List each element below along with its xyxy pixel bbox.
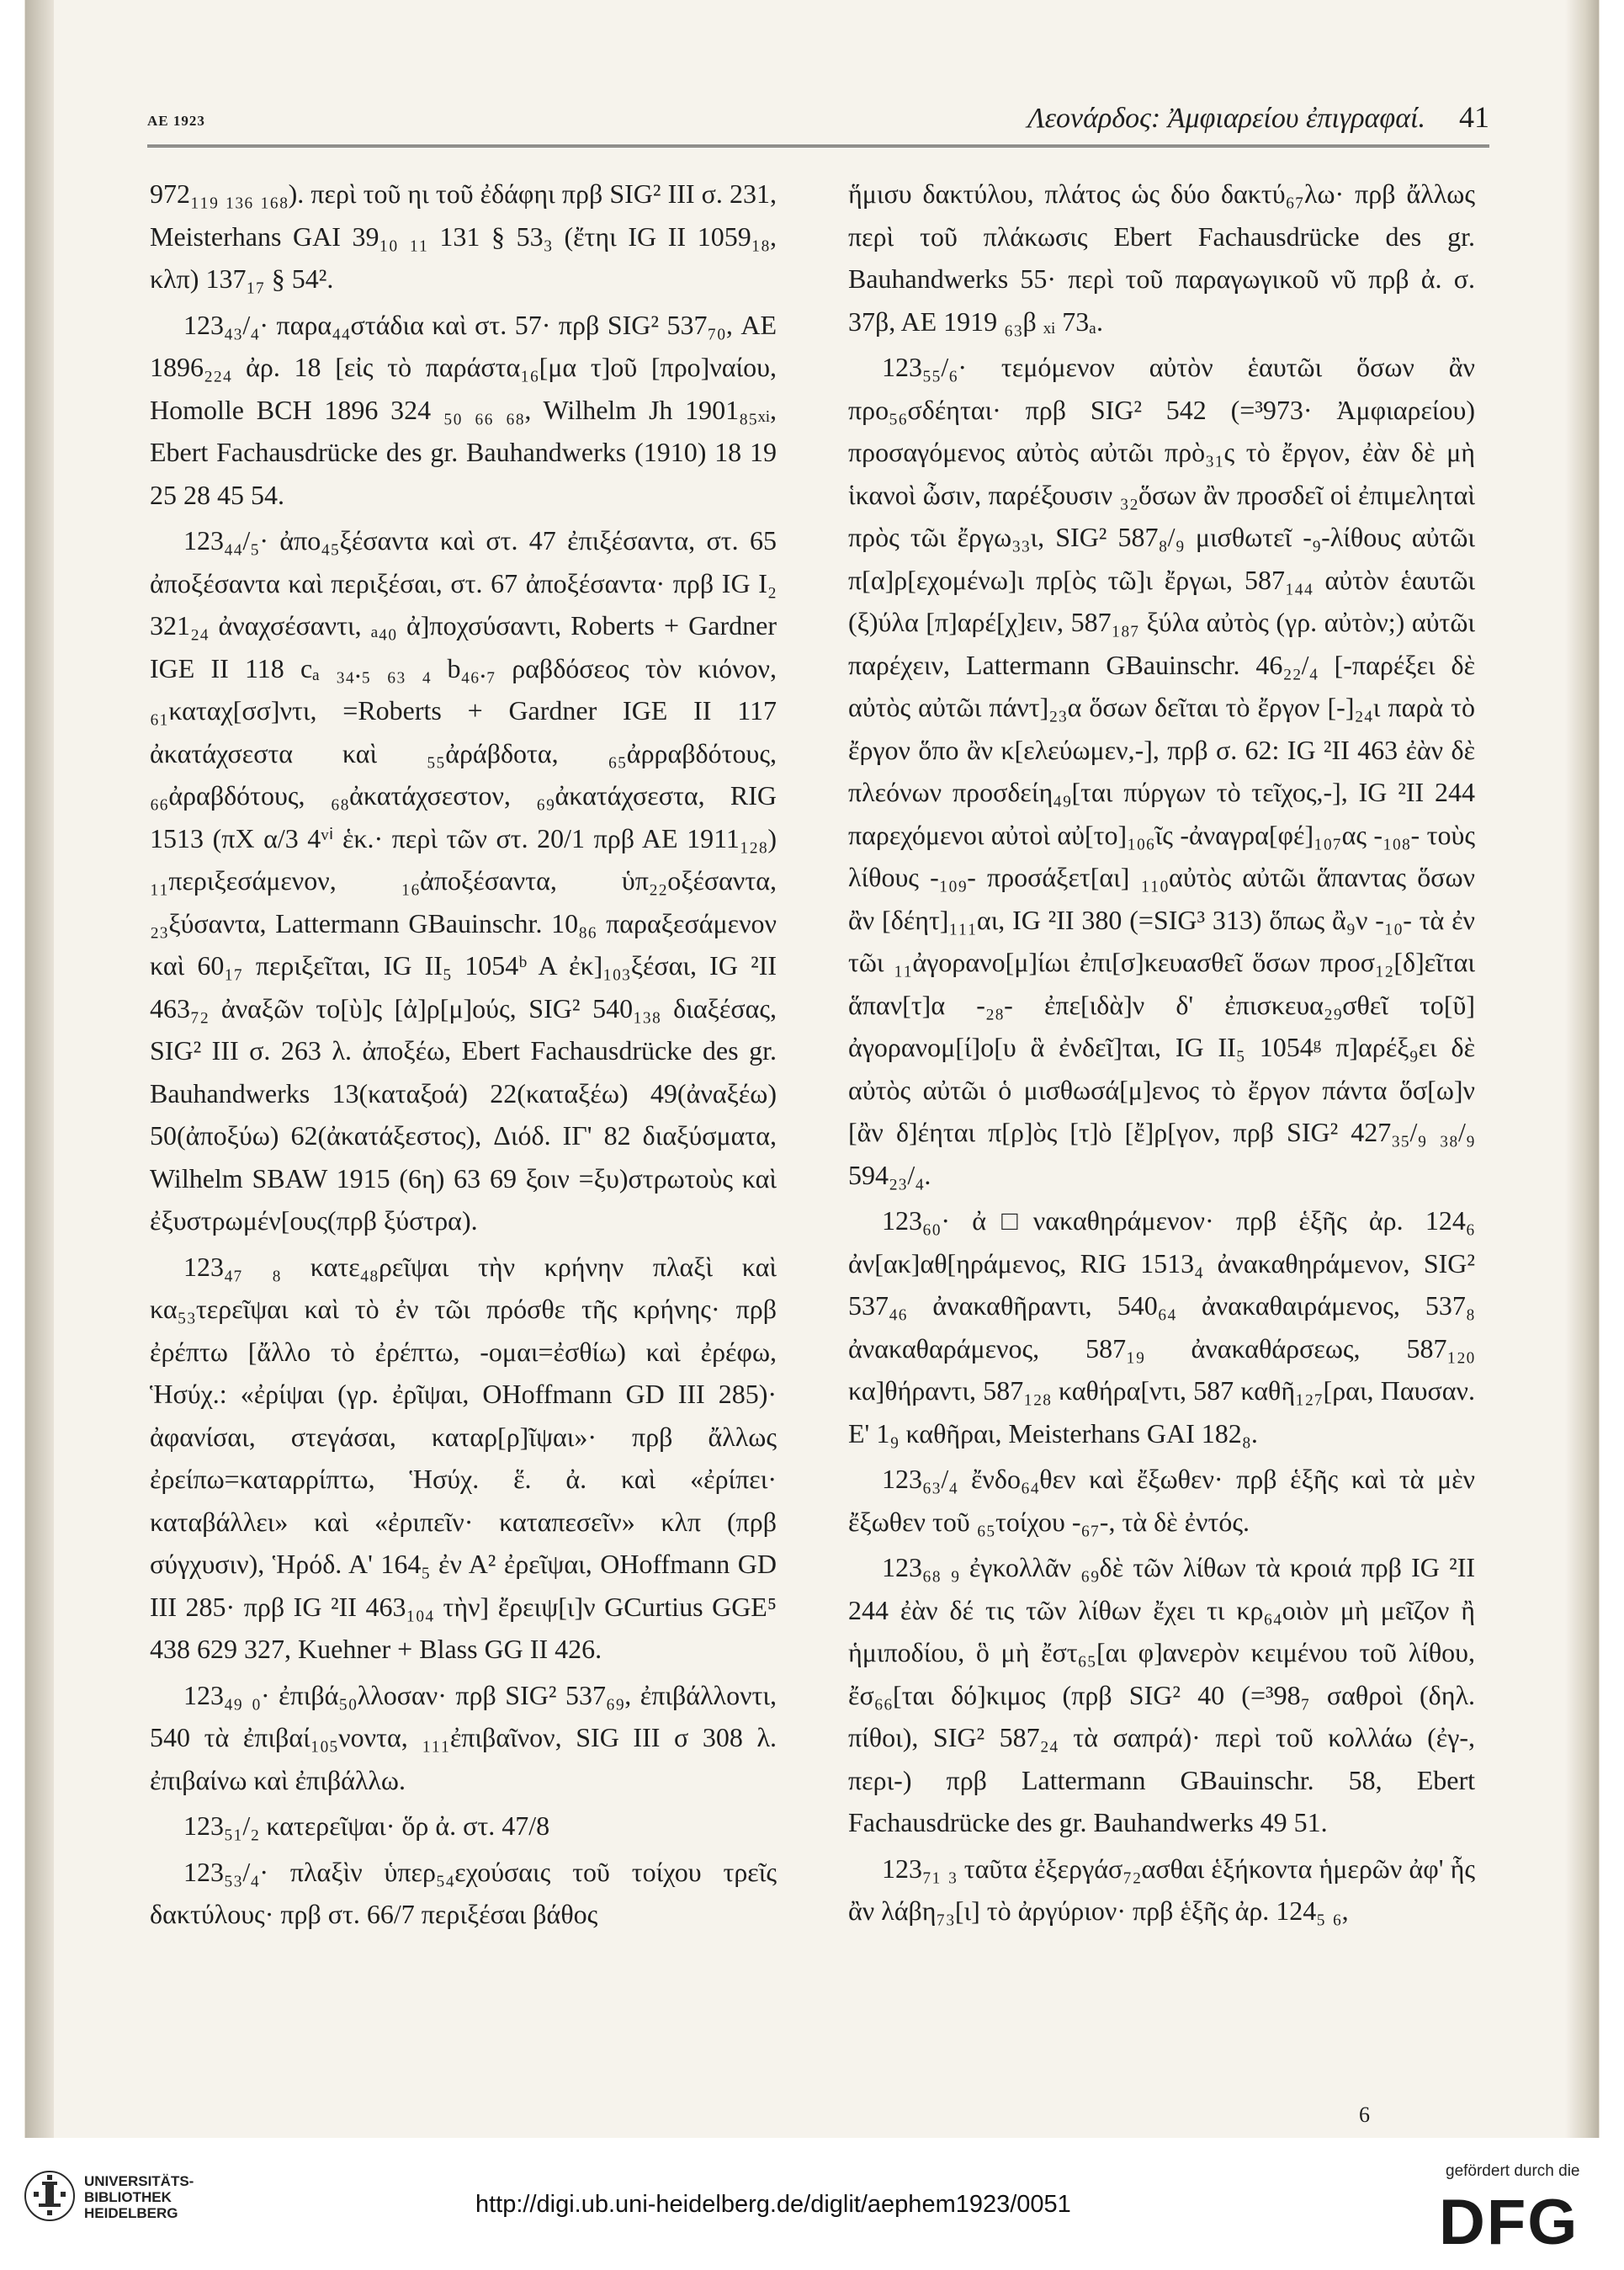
running-header bbox=[147, 94, 1489, 147]
signature-mark: 6 bbox=[1359, 2103, 1370, 2127]
paragraph: ἥμισυ δακτύλου, πλάτος ὡς δύο δακτύ₆₇λω· πρβ ἄλλως περὶ τοῦ πλάκωσις Ebert Fachausdrücke des gr. Bauhandwerks 55· περὶ τοῦ παραγωγικοῦ νῦ πρβ ἀ. σ. 37β, ΑΕ 1919 ₆₃β ₓᵢ 73ₐ. bbox=[848, 178, 1475, 337]
library-line: HEIDELBERG bbox=[84, 2205, 178, 2221]
library-line: UNIVERSITÄTS- bbox=[84, 2173, 194, 2189]
running-title-text: Λεονάρδος: Ἀμφιαρείου ἐπιγραφαί. bbox=[1027, 103, 1425, 134]
paragraph: 123₄₄/₅· ἀπο₄₅ξέσαντα καὶ στ. 47 ἐπιξέσαντα, στ. 65 ἀποξέσαντα καὶ περιξέσαι, στ. 67 ἀποξέσαντα· πρβ IG I₂ 321₂₄ ἀναχσέσαντι, ₐ₄₀ ἀ]ποχσύσαντι, Roberts + Gardner IGE II 118 cₐ ₃₄.₅ ₆₃ ₄ b₄₆.₇ ραβδόσεος τὸν κιόνον, ₆₁καταχ[σσ]ντι, =Roberts + Gardner IGE II 117 ἀκατάχσεστα καὶ ₅₅ἀράβδοτα, ₆₅ἀρραβδότους, ₆₆ἀραβδότους, ₆₈ἀκατάχσεστον, ₆₉ἀκατάχσεστα, RIG 1513 (πΧ α/3 4ᵛⁱ ἑκ.· περὶ τῶν στ. 20/1 πρβ ΑΕ 1911₁₂₈) ₁₁περιξεσάμενον, ₁₆ἀποξέσαντα, ὑπ₂₂οξέσαντα, ₂₃ξύσαντα, Lattermann GBauinschr. 10₈₆ παραξεσάμενον καὶ 60₁₇ περιξεῖται, IG II₅ 1054ᵇ A ἐκ]₁₀₃ξέσαι, IG ²II 463₇₂ ἀναξῶν το[ὺ]ς [ἀ]ρ[μ]ούς, SIG² 540₁₃₈ διαξέσας, SIG² III σ. 263 λ. ἀποξέω, Ebert Fachausdrücke des gr. Bauhandwerks 13(καταξοά) 22(καταξέω) 49(ἀναξέω) 50(ἀποξύω) 62(ἀκατάξεστος), Διόδ. IΓ' 82 διαξύσματα, Wilhelm SBAW 1915 (6η) 63 69 ξοιν =ξυ)στρωτοὺς καὶ ἐξυστρωμέν[ους(πρβ ξύστρα). bbox=[150, 525, 777, 1236]
journal-label: ΑΕ 1923 bbox=[147, 113, 205, 129]
university-seal-icon bbox=[24, 2170, 76, 2222]
paragraph: 123₇₁ ₃ ταῦτα ἐξεργάσ₇₂ασθαι ἑξήκοντα ἡμερῶν ἀφ' ἧς ἂν λάβη₇₃[ι] τὸ ἀργύριον· πρβ ἑξῆς ἀρ. 124₅ ₆, bbox=[848, 1853, 1475, 1926]
funding-note: gefördert durch die bbox=[1446, 2162, 1580, 2180]
right-column bbox=[848, 173, 1475, 1936]
paragraph: 123₄₃/₄· παρα₄₄στάδια καὶ στ. 57· πρβ SIG² 537₇₀, ΑΕ 1896₂₂₄ ἀρ. 18 [εἰς τὸ παράστα₁₆[μα τ]οῦ [προ]ναίου, Homolle BCH 1896 324 ₅₀ ₆₆ ₆₈, Wilhelm Jh 1901₈₅ₓᵢ, Ebert Fachausdrücke des gr. Bauhandwerks (1910) 18 19 25 28 45 54. bbox=[150, 309, 777, 510]
paragraph: 123₅₃/₄· πλαξὶν ὑπερ₅₄εχούσαις τοῦ τοίχου τρεῖς δακτύλους· πρβ στ. 66/7 περιξέσαι βάθος bbox=[150, 1856, 777, 1929]
paragraph: 123₄₉ ₀· ἐπιβά₅₀λλοσαν· πρβ SIG² 537₆₉, ἐπιβάλλοντι, 540 τὰ ἐπιβαί₁₀₅νοντα, ₁₁₁ἐπιβαῖνον, SIG III σ 308 λ. ἐπιβαίνω καὶ ἐπιβάλλω. bbox=[150, 1679, 777, 1795]
paragraph: 123₆₈ ₉ ἐγκολλᾶν ₆₉δὲ τῶν λίθων τὰ κροιά πρβ IG ²II 244 ἐὰν δέ τις τῶν λίθων ἔχει τι κρ₆₄οιὸν μὴ μεῖζον ἢ ἡμιποδίου, ὃ μὴ ἔστ₆₅[αι φ]ανερὸν κειμένου τοῦ λίθου, ἔσ₆₆[ται δό]κιμος (πρβ SIG² 40 (=³98₇ σαθροὶ (δηλ. πίθοι), SIG² 587₂₄ τὰ σαπρά)· περὶ τοῦ κολλάω (ἐγ-, περι-) πρβ Lattermann GBauinschr. 58, Ebert Fachausdrücke des gr. Bauhandwerks 49 51. bbox=[848, 1552, 1475, 1837]
permalink-url[interactable]: http://digi.ub.uni-heidelberg.de/diglit/aephem1923/0051 bbox=[475, 2191, 1071, 2218]
left-column bbox=[150, 173, 777, 1939]
page-number: 41 bbox=[1459, 100, 1489, 134]
paragraph: 123₆₃/₄ ἔνδο₆₄θεν καὶ ἔξωθεν· πρβ ἑξῆς καὶ τὰ μὲν ἔξωθεν τοῦ ₆₅τοίχου -₆₇-, τὰ δὲ ἐντός. bbox=[848, 1464, 1475, 1537]
paragraph: 123₆₀· ἀ□νακαθηράμενον· πρβ ἑξῆς ἀρ. 124₆ ἀν[ακ]αθ[ηράμενος, RIG 1513₄ ἀνακαθηράμενον, SIG² 537₄₆ ἀνακαθῆραντι, 540₆₄ ἀνακαθαιράμενος, 537₈ ἀνακαθαράμενος, 587₁₉ ἀνακαθάρσεως, 587₁₂₀ κα]θήραντι, 587₁₂₈ καθήρα[ντι, 587 καθῆ₁₂₇[ραι, Παυσαν. Ε' 1₉ καθῆραι, Meisterhans GAI 182₈. bbox=[848, 1205, 1475, 1449]
paragraph: 123₄₇ ₈ κατε₄₈ρεῖψαι τὴν κρήνην πλαξὶ καὶ κα₅₃τερεῖψαι καὶ τὸ ἐν τῶι πρόσθε τῆς κρήνης· πρβ ἐρέπτω [ἄλλο τὸ ἐρέπτω, -ομαι=ἐσθίω) καὶ ἐρέφω, Ἡσύχ.: «ἐρίψαι (γρ. ἐρῖψαι, OHoffmann GD III 285)· ἀφανίσαι, στεγάσαι, καταρ[ρ]ῖψαι»· πρβ ἄλλως ἐρείπω=καταρρίπτω, Ἡσύχ. ἕ. ἀ. καὶ «ἐρίπει· καταβάλλει» καὶ «ἐριπεῖν· καταπεσεῖν» κλπ (πρβ σύγχυσιν), Ἡρόδ. Α' 164₅ ἐν Α² ἐρεῖψαι, OHoffmann GD III 285· πρβ IG ²II 463₁₀₄ τὴν] ἔρειψ[ι]ν GCurtius GGE⁵ 438 629 327, Kuehner + Blass GG II 426. bbox=[150, 1251, 777, 1664]
paragraph: 123₅₁/₂ κατερεῖψαι· ὅρ ἀ. στ. 47/8 bbox=[183, 1810, 550, 1841]
library-logo[interactable] bbox=[24, 2170, 209, 2229]
library-line: BIBLIOTHEK bbox=[84, 2189, 172, 2205]
paragraph: 123₅₅/₆· τεμόμενον αὐτὸν ἑαυτῶι ὅσων ἂν προ₅₆σδέηται· πρβ SIG² 542 (=³973· Ἀμφιαρείου) προσαγόμενος αὐτὸς αὐτῶι πρὸ₃₁ς τὸ ἔργον, ἐὰν δὲ μὴ ἱκανοὶ ὦσιν, παρέξουσιν ₃₂ὅσων ἂν προσδεῖ οἱ ἐπιμεληταὶ πρὸς τῶι ἔργω₃₃ι, SIG² 587₈/₉ μισθωτεῖ -₉-λίθους αὐτῶι π[α]ρ[εχομένω]ι πρ[ὸς τῶ]ι ἔργωι, 587₁₄₄ αὐτὸν ἑαυτῶι (ξ)ύλα [π]αρέ[χ]ειν, 587₁₈₇ ξύλα αὐτὸς (γρ. αὐτὸν;) αὐτῶι παρέχειν, Lattermann GBauinschr. 46₂₂/₄ [-παρέξει δὲ αὐτὸς αὐτῶι πάντ]₂₃α ὅσων δεῖται τὸ ἔργον [-]₂₄ι παρὰ τὸ ἔργον ὅπο ἂν κ[ελεύωμεν,-], πρβ σ. 62: IG ²II 463 ἐὰν δὲ πλεόνων προσδείη₄₉[ται πύργων τὸ τεῖχος,-], IG ²II 244 παρεχόμενοι αὐτοὶ αὐ[το]₁₀₆ῖς -ἀναγρα[φέ]₁₀₇ας -₁₀₈- τοὺς λίθους -₁₀₉- προσάξετ[αι] ₁₁₀αὐτὸς αὐτῶι ἅπαντας ὅσων ἂν [δέητ]₁₁₁αι, IG ²II 380 (=SIG³ 313) ὅπως ἂ₉ν -₁₀- τὰ ἐν τῶι ₁₁ἀγορανο[μ]ίωι ἐπι[σ]κευασθεῖ ὅσων προσ₁₂[δ]εῖται ἅπαν[τ]α -₂₈- ἐπε[ιδὰ]ν δ' ἐπισκευα₂₉σθεῖ το[ῦ] ἀγορανομ[ί]ο[υ ἃ ἐνδεῖ]ται, IG II₅ 1054ᵍ π]αρέξ₉ει δὲ αὐτὸς αὐτῶι ὁ μισθωσά[μ]ενος τὸ ἔργον πάντα ὅσ[ω]ν [ἂν δ]έηται π[ρ]ὸς [τ]ὸ [ἔ]ρ[γον, πρβ SIG² 427₃₅/₉ ₃₈/₉ 594₂₃/₄. bbox=[848, 352, 1475, 1190]
library-name bbox=[84, 2173, 194, 2221]
running-title bbox=[1027, 99, 1489, 135]
page-edge bbox=[1565, 0, 1599, 2138]
dfg-logo[interactable]: DFG bbox=[1439, 2187, 1579, 2258]
paragraph: 972₁₁₉ ₁₃₆ ₁₆₈). περὶ τοῦ ηι τοῦ ἐδάφηι πρβ SIG² III σ. 231, Meisterhans GAI 39₁₀ ₁₁ 131 § 53₃ (ἔτηι IG II 1059₁₈, κλπ) 137₁₇ § 54². bbox=[150, 178, 777, 294]
book-gutter bbox=[25, 0, 54, 2138]
